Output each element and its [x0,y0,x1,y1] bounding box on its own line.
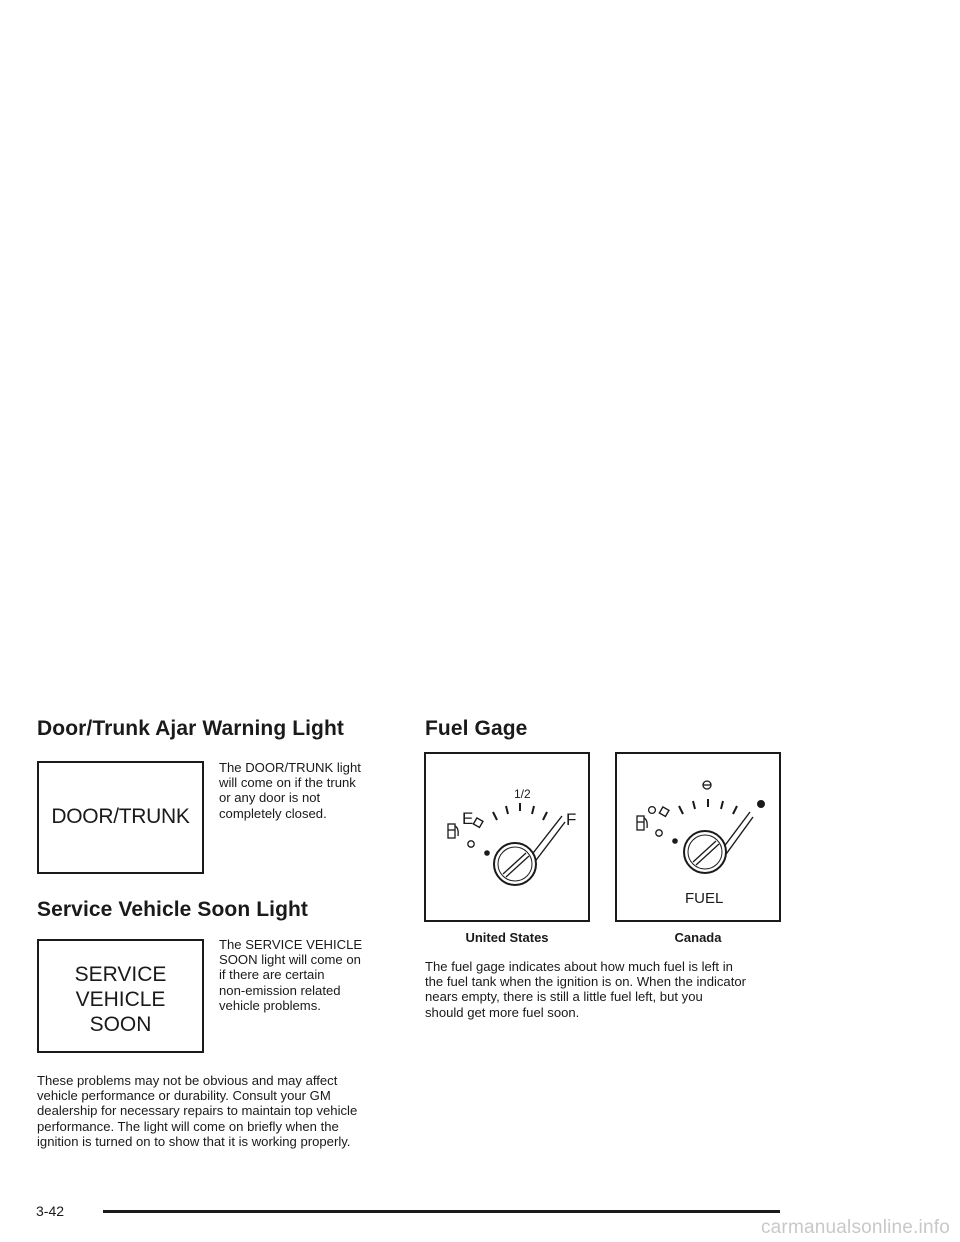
service-description-line: The SERVICE VEHICLE [219,937,363,952]
service-indicator [37,939,204,1053]
watermark[interactable]: carmanualsonline.info [760,1217,950,1238]
canada-fuel-gauge-graphic [617,754,779,920]
fuel-gage-body-line: should get more fuel soon. [425,1004,580,1020]
service-indicator-line: SOON [89,1013,152,1036]
us-gauge-caption: United States [465,930,549,945]
us-gauge-mark [473,818,483,828]
canada-gauge-label: FUEL [685,890,724,907]
service-body-line: These problems may not be obvious and may affect [37,1073,338,1088]
canada-gauge-empty-marker [649,807,656,814]
fuel-gage-body-line: the fuel tank when the ignition is on. When the indicator [425,974,746,990]
service-description-line: vehicle problems. [219,997,321,1013]
us-gauge-label-half: 1/2 [514,787,531,801]
door-trunk-indicator-label: DOOR/TRUNK [51,805,190,828]
canada-gauge-reserve-marker [672,838,678,844]
service-indicator-line: SERVICE [74,963,167,986]
us-fuel-gauge [424,752,590,922]
us-gauge-label-empty: E [462,809,474,828]
service-indicator-line: VEHICLE [75,988,166,1011]
service-heading: Service Vehicle Soon Light [37,898,309,921]
door-trunk-description-line: completely closed. [219,805,327,821]
us-gauge-reserve-marker [484,850,490,856]
door-trunk-heading: Door/Trunk Ajar Warning Light [37,717,344,740]
service-description-line: if there are certain [219,967,325,983]
page-number: 3-42 [36,1203,65,1219]
service-body-line: ignition is turned on to show that it is working properly. [37,1133,351,1149]
fuel-gage-body [425,959,746,1020]
us-fuel-gauge-graphic [426,754,588,920]
service-body-line: vehicle performance or durability. Consult your GM [37,1088,331,1104]
canada-gauge-ticks [679,799,737,814]
door-trunk-description [219,760,361,821]
us-gauge-ticks [493,803,547,820]
us-gauge-hub [494,843,536,885]
canada-fuel-gauge [615,752,781,922]
fuel-gage-body-line: nears empty, there is still a little fuel left, but you [425,989,703,1005]
canada-gauge-full-marker [757,800,765,808]
canada-gauge-hub [684,831,726,873]
us-gauge-label-full: F [566,810,577,829]
fuel-pump-icon [637,816,647,830]
service-description-line: SOON light will come on [219,952,361,968]
canada-gauge-caption: Canada [674,930,722,945]
service-body-line: dealership for necessary repairs to maintain top vehicle [37,1103,358,1119]
us-gauge-empty-marker [468,841,474,847]
fuel-gage-heading: Fuel Gage [425,717,528,740]
service-description-line: non-emission related [219,982,341,998]
fuel-pump-icon [448,824,458,838]
footer-rule [103,1210,780,1213]
door-trunk-indicator [37,761,204,874]
door-trunk-description-line: The DOOR/TRUNK light [219,760,361,775]
canada-gauge-mark [659,807,669,817]
door-trunk-description-line: or any door is not [219,790,321,806]
fuel-gage-body-line: The fuel gage indicates about how much fuel is left in [425,959,733,974]
service-body [37,1073,357,1149]
service-body-line: performance. The light will come on briefly when the [37,1118,339,1134]
service-description [219,937,362,1013]
door-trunk-description-line: will come on if the trunk [219,775,356,791]
canada-gauge-low-marker [656,830,662,836]
